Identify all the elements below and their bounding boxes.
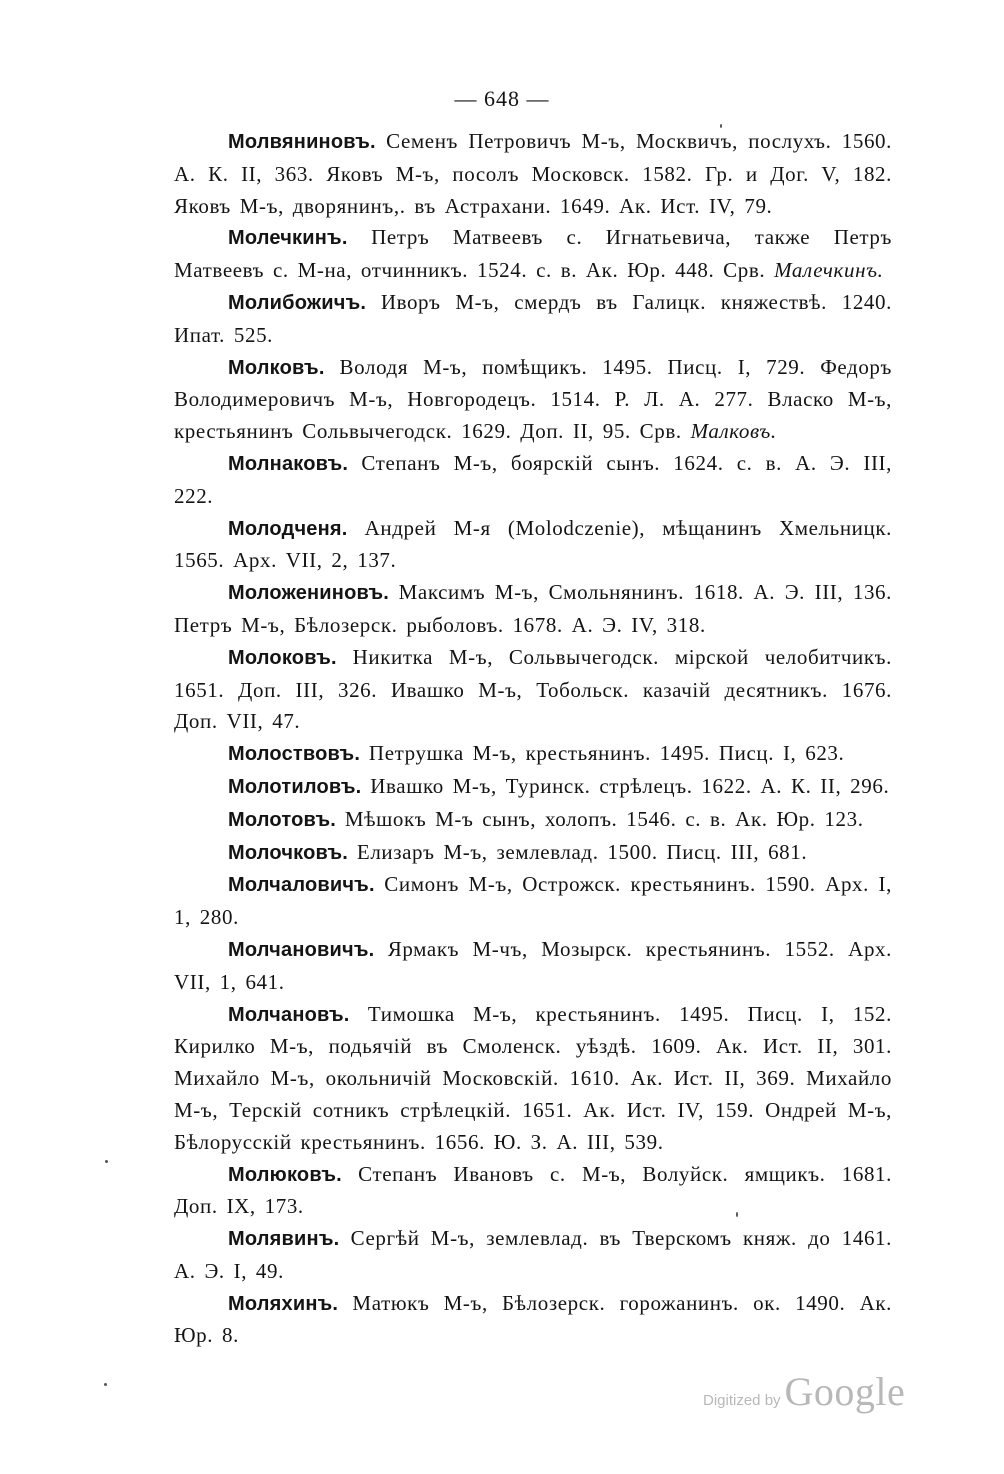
entry [174,934,892,999]
entry-headword: Молечкинъ. [228,227,348,250]
entry-headword: Молковъ. [228,356,325,379]
entry-headword: Моляхинъ. [228,1292,339,1315]
scan-speck [105,1160,108,1163]
entry-headword: Молодченя. [228,517,348,540]
entry-headword: Молвяниновъ. [228,131,376,153]
entry [174,222,892,287]
entry [174,513,892,578]
entry [174,448,892,513]
watermark-prefix: Digitized by [703,1392,781,1409]
entry [174,999,892,1159]
entry-headword: Молнаковъ. [228,452,349,475]
entry-text: Петръ Матвеевъ с. Игнатьевича, также Петръ Матвеевъ с. М-на, отчинникъ. 1524. с. в. Ак. Юр. 448. Срв. [174,225,892,283]
entry-headword: Молоковъ. [228,646,337,669]
entry [174,1288,892,1353]
entry-headword: Молчановичъ. [228,938,375,961]
entry-cross-reference: Малковъ. [690,419,777,444]
entry-text: Иворъ М-ъ, смердъ въ Галицк. княжествѣ. 1240. Ипат. 525. [174,289,892,347]
entry-text: Ивашко М-ъ, Туринск. стрѣлецъ. 1622. А. К. II, 296. [361,773,890,798]
entry-text: Мѣшокъ М-ъ сынъ, холопъ. 1546. с. в. Ак. Юр. 123. [336,806,864,831]
entry [174,738,892,771]
scan-speck [104,1383,107,1386]
google-watermark [703,1368,905,1415]
entry-headword: Моложениновъ. [228,582,390,605]
entry [174,126,892,222]
entry-headword: Молчаловичъ. [228,874,375,897]
entry-text: Степанъ Ивановъ с. М-ъ, Волуйск. ямщикъ. 1681. Доп. IX, 173. [174,1161,892,1219]
entry [174,804,892,837]
entry-headword: Молочковъ. [228,841,349,864]
entry-headword: Молотиловъ. [228,775,362,798]
entry [174,287,892,352]
entry [174,837,892,870]
entry [174,771,892,804]
entry [174,577,892,642]
entry [174,352,892,448]
entry-text: Симонъ М-ъ, Острожск. крестьянинъ. 1590. Арх. I, 1, 280. [174,872,892,930]
entry-text: Елизаръ М-ъ, землевлад. 1500. Писц. III, 681. [348,839,808,864]
entry [174,1223,892,1288]
entry-headword: Молотовъ. [228,808,337,831]
entry-text: Петрушка М-ъ, крестьянинъ. 1495. Писц. I, 623. [360,741,845,766]
entry-headword: Молявинъ. [228,1228,340,1251]
entry-headword: Молчановъ. [228,1003,350,1026]
entry-text: Никитка М-ъ, Сольвычегодск. мірской челобитчикъ. 1651. Доп. III, 326. Ивашко М-ъ, Тобольск. казачій десятникъ. 1676. Доп. VII, 47. [174,644,892,734]
google-logo: Google [784,1369,906,1414]
entry-text: Володя М-ъ, помѣщикъ. 1495. Писц. I, 729. Федоръ Володимеровичъ М-ъ, Новгородецъ. 1514. Р. Л. А. 277. Власко М-ъ, крестьянинъ Сольвычегодск. 1629. Доп. II, 95. Срв. [174,354,892,444]
entry-headword: Молюковъ. [228,1163,342,1186]
entry-text: Сергѣй М-ъ, землевлад. въ Тверскомъ княж. до 1461. А. Э. I, 49. [174,1226,892,1283]
page-number: — 648 — [454,86,550,111]
entry-cross-reference: Малечкинъ. [774,258,884,283]
entry [174,1159,892,1224]
dictionary-entries [174,126,892,1352]
entry-headword: Молибожичъ. [228,291,367,314]
entry [174,642,892,738]
scan-speck [720,124,722,128]
entry-text: Андрей М-я (Molodczenie), мѣщанинъ Хмельницк. 1565. Арх. VII, 2, 137. [174,515,892,573]
entry-headword: Молоствовъ. [228,743,361,766]
entry [174,869,892,934]
entry-text: Максимъ М-ъ, Смольнянинъ. 1618. А. Э. III, 136. Петръ М-ъ, Бѣлозерск. рыболовъ. 1678. А. Э. IV, 318. [174,580,892,637]
entry-text: Тимошка М-ъ, крестьянинъ. 1495. Писц. I, 152. Кирилко М-ъ, подьячій въ Смоленск. уѣздѣ. 1609. Ак. Ист. II, 301. Михайло М-ъ, окольничій Московскій. 1610. Ак. Ист. II, 369. Михайло М-ъ, Терскій сотникъ стрѣлецкій. 1651. Ак. Ист. IV, 159. Ондрей М-ъ, Бѣлорусскій крестьянинъ. 1656. Ю. З. А. III, 539. [174,1001,892,1154]
scan-speck [736,1212,738,1217]
entry-text: Степанъ М-ъ, боярскій сынъ. 1624. с. в. А. Э. III, 222. [174,450,892,508]
entry-text: Матюкъ М-ъ, Бѣлозерск. горожанинъ. ок. 1490. Ак. Юр. 8. [174,1290,892,1348]
entry-text: Семенъ Петровичъ М-ъ, Москвичъ, послухъ. 1560. А. К. II, 363. Яковъ М-ъ, посолъ Московск. 1582. Гр. и Дог. V, 182. Яковъ М-ъ, дворянинъ,. въ Астрахани. 1649. Ак. Ист. IV, 79. [174,129,892,218]
entry-text: Ярмакъ М-чъ, Мозырск. крестьянинъ. 1552. Арх. VII, 1, 641. [174,936,892,994]
